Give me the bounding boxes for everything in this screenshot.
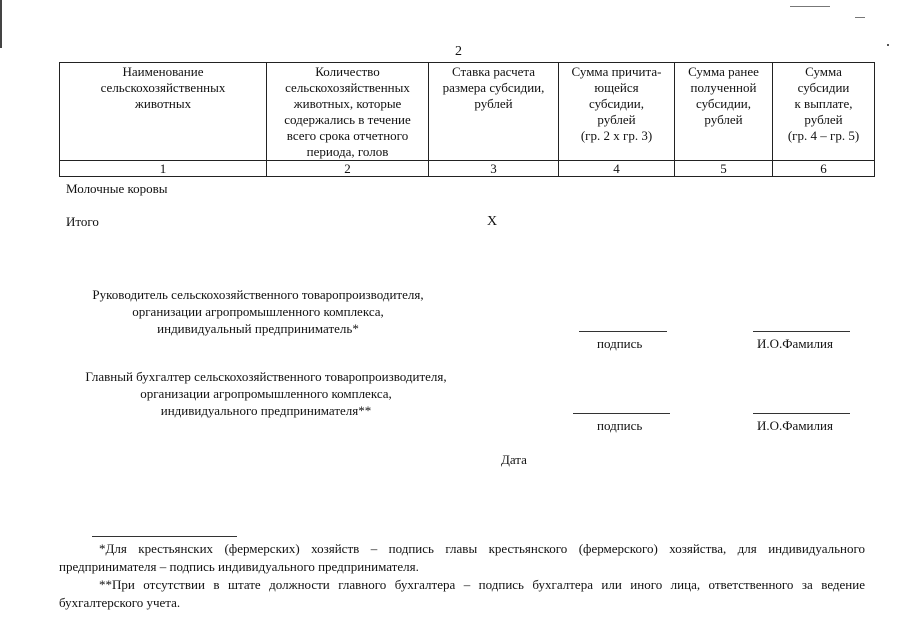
date-label: Дата [501,452,527,467]
column-number: 5 [675,161,773,177]
head-name-caption: И.О.Фамилия [757,336,833,351]
table-row-label-total: Итого [66,214,99,229]
accountant-signatory-title: Главный бухгалтер сельскохозяйственного товаропроизводителя, организации агропромышленного комплекса, индивидуального предпринимателя** [85,369,447,418]
table-row-label-dairy-cows: Молочные коровы [66,181,168,196]
column-number: 2 [267,161,429,177]
table-header-row [60,63,875,161]
head-signature-caption: подпись [597,336,643,351]
head-signature-line [579,331,667,332]
scan-mark [790,6,830,7]
column-header: Ставка расчета размера субсидии, рублей [429,63,559,161]
scan-edge-mark [0,0,2,48]
accountant-name-caption: И.О.Фамилия [757,418,833,433]
column-number: 3 [429,161,559,177]
accountant-signature-caption: подпись [597,418,643,433]
footnotes [59,540,865,612]
column-number: 4 [559,161,675,177]
column-number: 1 [60,161,267,177]
footnote-separator [92,536,237,537]
page-number: 2 [455,44,462,59]
column-number: 6 [773,161,875,177]
column-header: Количество сельскохозяйственных животных, которые содержались в течение всего срока отчетного периода, голов [267,63,429,161]
head-name-line [753,331,850,332]
scan-speck [887,44,889,46]
column-header: Сумма ранее полученной субсидии, рублей [675,63,773,161]
scan-mark [855,17,865,18]
footnote-2: **При отсутствии в штате должности главного бухгалтера – подпись бухгалтера или иного лица, ответственного за ведение бухгалтерского учета. [59,577,865,610]
column-header: Сумма причита- ющейся субсидии, рублей (гр. 2 х гр. 3) [559,63,675,161]
column-header: Наименование сельскохозяйственных животных [60,63,267,161]
accountant-name-line [753,413,850,414]
head-signatory-title: Руководитель сельскохозяйственного товаропроизводителя, организации агропромышленного комплекса, индивидуальный предприниматель* [92,287,424,336]
column-header: Сумма субсидии к выплате, рублей (гр. 4 – гр. 5) [773,63,875,161]
subsidy-table [59,62,875,177]
accountant-signature-line [573,413,670,414]
total-rate-x-mark: Х [487,214,498,229]
column-number-row [60,161,875,177]
footnote-1: *Для крестьянских (фермерских) хозяйств – подпись главы крестьянского (фермерского) хозяйства, для индивидуального предпринимателя – подпись индивидуального предпринимателя. [59,541,865,574]
